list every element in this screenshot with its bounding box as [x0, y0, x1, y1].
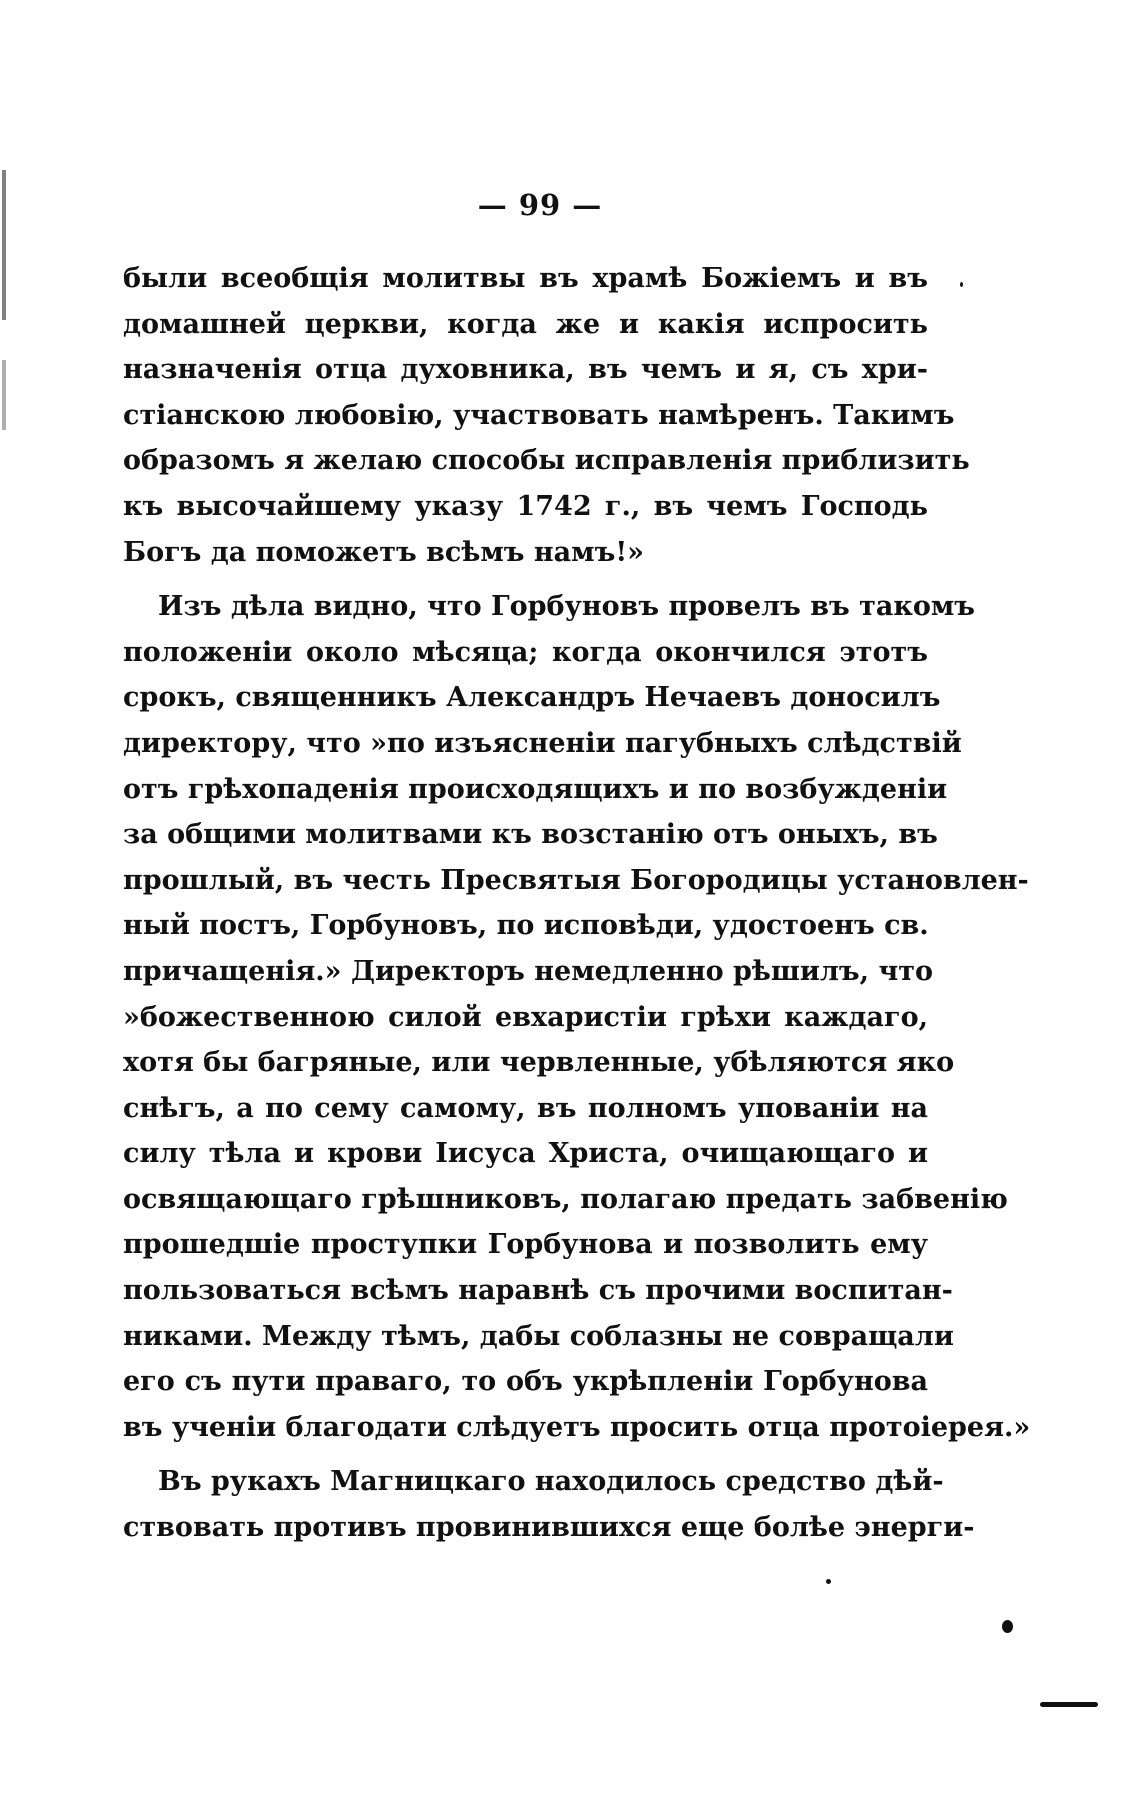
text-line: за общими молитвами къ возстанію отъ оныхъ, въ [123, 819, 938, 851]
ink-speck [960, 282, 963, 287]
text-line: Въ рукахъ Магницкаго находилось средство дѣй- [158, 1466, 944, 1498]
paragraph-1 [123, 256, 970, 575]
text-line: никами. Между тѣмъ, дабы соблазны не совращали [123, 1320, 954, 1352]
text-line: причащенія.» Директоръ немедленно рѣшилъ, что [123, 955, 933, 987]
text-line: были всеобщія молитвы въ храмѣ Божіемъ и въ [123, 263, 928, 294]
text-line: освящающаго грѣшниковъ, полагаю предать забвенію [123, 1183, 1008, 1215]
paragraph-3 [123, 1459, 975, 1550]
paragraph-2 [123, 584, 1031, 1450]
text-line: прошлый, въ честь Пресвятыя Богородицы установлен- [123, 864, 1029, 896]
text-line: срокъ, священникъ Александръ Нечаевъ доносилъ [123, 682, 941, 714]
text-line: отъ грѣхопаденія происходящихъ и по возбужденіи [123, 773, 948, 805]
page-number: — 99 — [477, 188, 603, 222]
text-line: домашней церкви, когда же и какія испросить [123, 308, 928, 340]
text-line: въ ученіи благодати слѣдуетъ просить отца протоіерея.» [123, 1411, 1031, 1443]
text-line: стіанскою любовію, участвовать намѣренъ. Такимъ [123, 399, 955, 431]
scan-edge-mark [2, 360, 6, 430]
text-line: силу тѣла и крови Іисуса Христа, очищающаго и [123, 1138, 928, 1170]
text-line: образомъ я желаю способы исправленія приблизить [123, 445, 970, 477]
text-line: директору, что »по изъясненіи пагубныхъ слѣдствій [123, 727, 962, 759]
ink-speck [1002, 1620, 1013, 1633]
text-line: прошедшіе проступки Горбунова и позволить ему [123, 1229, 928, 1261]
text-line: снѣгъ, а по сему самому, въ полномъ упованіи на [123, 1092, 928, 1124]
body-text [123, 256, 1031, 1560]
text-line: его съ пути праваго, то объ укрѣпленіи Горбунова [123, 1366, 928, 1398]
text-line: къ высочайшему указу 1742 г., въ чемъ Господь [123, 490, 928, 522]
text-line: »божественною силой евхаристіи грѣхи каждаго, [123, 1001, 928, 1033]
text-line: хотя бы багряные, или червленные, убѣляются яко [123, 1047, 955, 1079]
ink-speck [826, 1579, 831, 1584]
text-line: Богъ да поможетъ всѣмъ намъ!» [123, 536, 645, 568]
ink-dash-mark [1040, 1702, 1098, 1707]
text-line: положеніи около мѣсяца; когда окончился этотъ [123, 636, 928, 668]
text-line: ный постъ, Горбуновъ, по исповѣди, удостоенъ св. [123, 910, 929, 942]
text-line: ствовать противъ провинившихся еще болѣе энерги- [123, 1512, 975, 1544]
text-line: назначенія отца духовника, въ чемъ и я, съ хри- [123, 354, 928, 386]
text-line: пользоваться всѣмъ наравнѣ съ прочими воспитан- [123, 1275, 953, 1307]
text-line: Изъ дѣла видно, что Горбуновъ провелъ въ такомъ [158, 591, 975, 623]
